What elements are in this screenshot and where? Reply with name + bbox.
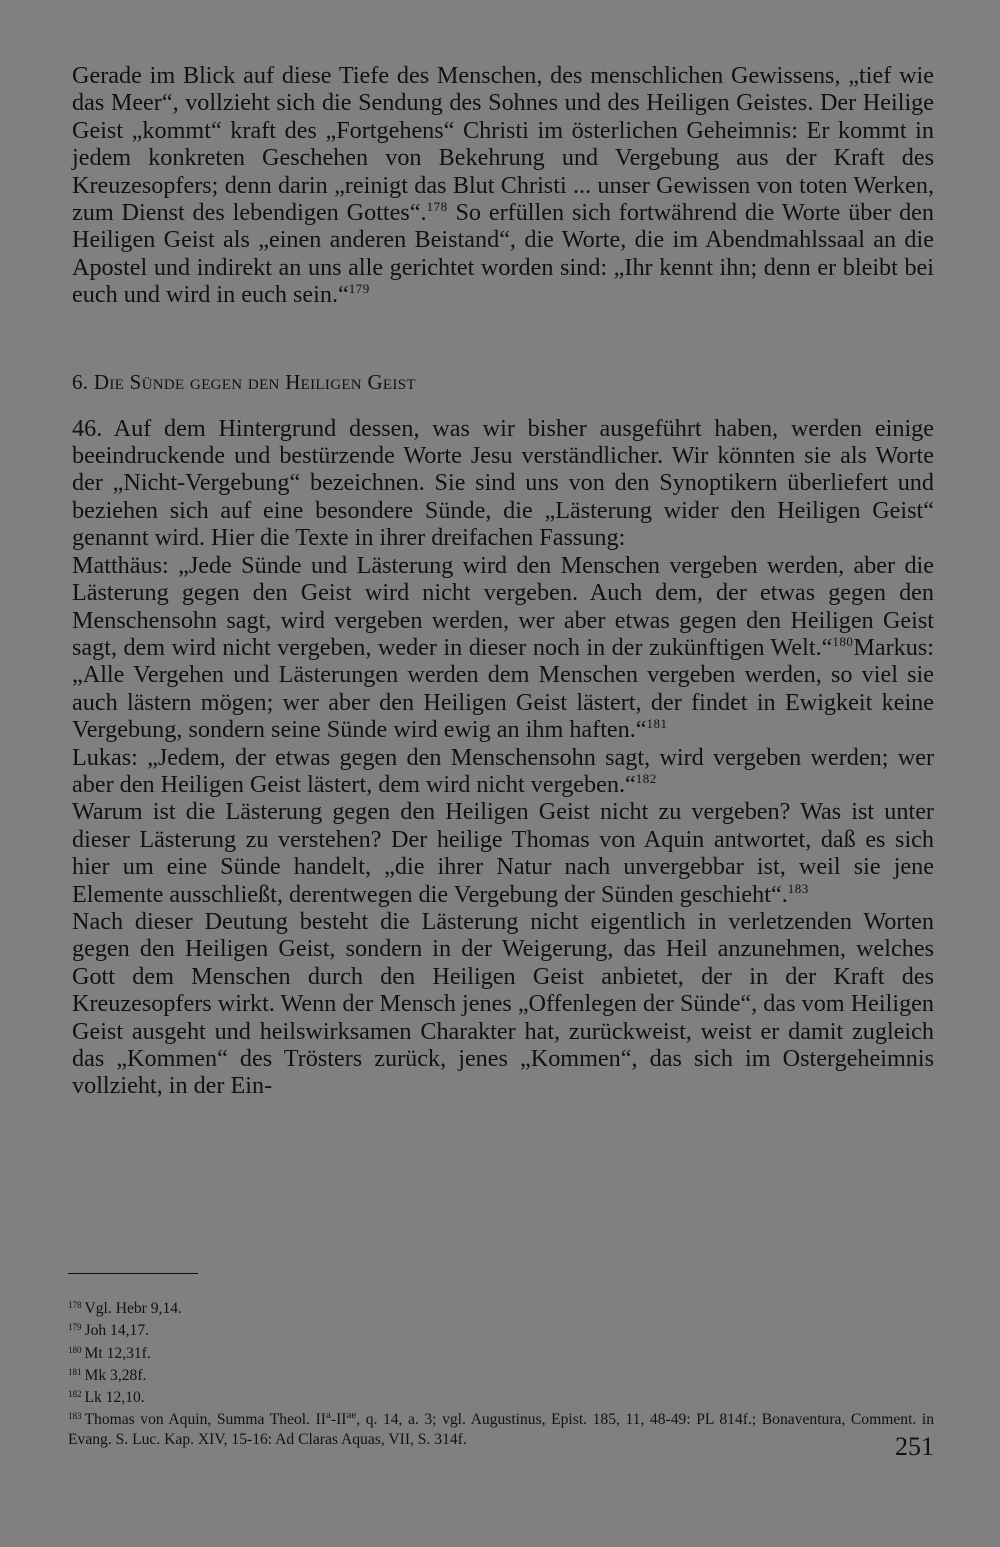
footnote-ref-178: 178 (426, 199, 448, 215)
footnote-ref-183: 183 (787, 880, 809, 896)
paragraph-2-text: 46. Auf dem Hintergrund dessen, was wir bisher ausgeführt haben, werden einige beeindruckende und bestürzende Worte Jesu verständlicher. Wir könnten sie als Worte der „Nicht-Vergebung“ bezeichnen. Sie sind uns von den Synoptikern überliefert und beziehen sich auf eine besondere Sünde, die „Lästerung wider den Heiligen Geist“ genannt wird. Hier die Texte in ihrer dreifachen Fassung: (72, 414, 934, 552)
footnote-divider (68, 1273, 198, 1274)
footnote-superscript-a: a (325, 1409, 331, 1422)
page-body (72, 62, 934, 1100)
paragraph-6-text: Nach dieser Deutung besteht die Lästerung nicht eigentlich in verletzenden Worten gegen den Heiligen Geist, sondern in der Weigerung, das Heil anzunehmen, welches Gott dem Menschen durch den Heiligen Geist anbietet, der in der Kraft des Kreuzesopfers wirkt. Wenn der Mensch jenes „Offenlegen der Sünde“, das vom Heiligen Geist ausgeht und heilswirksamen Charakter hat, zurückweist, weist er damit zugleich das „Kommen“ des Trösters zurück, jenes „Kommen“, das sich im Ostergeheimnis vollzieht, in der Ein- (72, 907, 934, 1100)
paragraph-3-text-a: Matthäus: „Jede Sünde und Lästerung wird den Menschen vergeben werden, aber die Lästerung gegen den Geist wird nicht vergeben. Auch dem, der etwas gegen den Menschensohn sagt, wird vergeben werden, wer aber etwas gegen den Heiligen Geist sagt, dem wird nicht vergeben, weder in dieser noch in der zukünftigen Welt.“ (72, 551, 934, 661)
paragraph-4-text: Lukas: „Jedem, der etwas gegen den Menschensohn sagt, wird vergeben werden; wer aber den Heiligen Geist lästert, dem wird nicht vergeben.“ (72, 743, 934, 798)
footnote-181 (68, 1363, 934, 1385)
paragraph-5 (72, 798, 934, 908)
footnote-ref-179: 179 (348, 281, 370, 297)
footnote-text-b: -II (330, 1411, 347, 1429)
footnote-178 (68, 1296, 934, 1318)
paragraph-1-text-b: So erfüllen sich fortwährend die Worte über den Heiligen Geist als „einen anderen Beistand“, die Worte, die im Abendmahlssaal an die Apostel und indirekt an uns alle gerichtet worden sind: „Ihr kennt ihn; denn er bleibt bei euch und wird in euch sein.“ (72, 199, 934, 309)
paragraph-6 (72, 908, 934, 1100)
paragraph-2 (72, 415, 934, 552)
footnote-text: Mk 3,28f. (84, 1366, 147, 1384)
paragraph-4 (72, 744, 934, 799)
footnote-180 (68, 1341, 934, 1363)
footnote-182 (68, 1385, 934, 1407)
paragraph-5-text: Warum ist die Lästerung gegen den Heiligen Geist nicht zu vergeben? Was ist unter dieser Lästerung zu verstehen? Der heilige Thomas von Aquin antwortet, daß es sich hier um eine Sünde handelt, „die ihrer Natur nach unvergebbar ist, weil sie jene Elemente ausschließt, derentwegen die Vergebung der Sünden geschieht“. (72, 798, 934, 908)
footnote-179 (68, 1318, 934, 1340)
footnote-ref-182: 182 (635, 770, 657, 786)
footnote-text-c: , q. 14, a. 3; vgl. Augustinus, Epist. 185, 11, 48-49: PL 814f.; Bonaventura, Comment. in Evang. S. Luc. Kap. XIV, 15-16: Ad Claras Aquas, VII, S. 314f. (68, 1411, 934, 1448)
footnote-number: 179 (68, 1322, 82, 1333)
footnote-text: Joh 14,17. (84, 1322, 150, 1340)
footnotes (68, 1296, 934, 1449)
footnote-number: 183 (68, 1411, 82, 1422)
footnote-number: 181 (68, 1366, 82, 1377)
paragraph-1 (72, 62, 934, 309)
footnote-superscript-ae: ae (346, 1409, 357, 1422)
section-heading-text: 6. Die Sünde gegen den Heiligen Geist (72, 369, 416, 394)
footnote-ref-181: 181 (646, 716, 668, 732)
section-heading (72, 369, 934, 395)
paragraph-3-text-b: Markus: „Alle Vergehen und Lästerungen werden dem Menschen vergeben werden, so viel sie auch lästern mögen; wer aber den Heiligen Geist lästert, der findet in Ewigkeit keine Vergebung, sondern seine Sünde wird ewig an ihm haften.“ (72, 633, 934, 744)
footnote-number: 180 (68, 1344, 82, 1355)
footnote-text: Lk 12,10. (84, 1389, 145, 1407)
page-number: 251 (895, 1432, 934, 1461)
footnote-text: Mt 12,31f. (84, 1344, 151, 1362)
footnote-text-a: Thomas von Aquin, Summa Theol. II (84, 1411, 326, 1429)
footnote-183 (68, 1407, 934, 1449)
footnote-text: Vgl. Hebr 9,14. (84, 1300, 182, 1317)
paragraph-3 (72, 552, 934, 744)
footnote-number: 178 (68, 1300, 82, 1310)
footnote-ref-180: 180 (832, 633, 854, 649)
paragraph-1-text-a: Gerade im Blick auf diese Tiefe des Menschen, des menschlichen Gewissens, „tief wie das Meer“, vollzieht sich die Sendung des Sohnes und des Heiligen Geistes. Der Heilige Geist „kommt“ kraft des „Fortgehens“ Christi im österlichen Geheimnis: Er kommt in jedem konkreten Geschehen von Bekehrung und Vergebung aus der Kraft des Kreuzesopfers; denn darin „reinigt das Blut Christi ... unser Gewissen von toten Werken, zum Dienst des lebendigen Gottes“. (72, 62, 934, 227)
footnote-number: 182 (68, 1389, 82, 1400)
